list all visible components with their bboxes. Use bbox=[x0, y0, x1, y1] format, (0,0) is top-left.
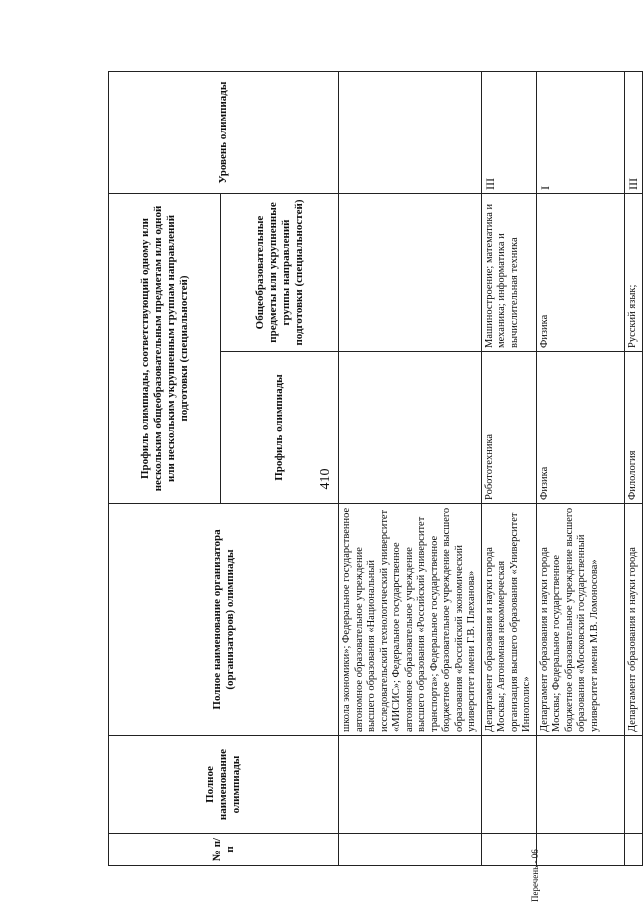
footer-label: Перечень - 06 bbox=[530, 849, 540, 902]
cell-num bbox=[536, 834, 624, 866]
cell-organizer: Департамент образования и науки города Москвы; Автономная некоммерческая организация высшего образования «Университет Иннополис» bbox=[481, 504, 536, 736]
header-row-1 bbox=[109, 72, 221, 866]
cell-num bbox=[624, 834, 642, 866]
cell-organizer: Департамент образования и науки города bbox=[624, 504, 642, 736]
cell-profile: Робототехника bbox=[481, 352, 536, 504]
header-profile-group: Профиль олимпиады, соответствующий одному или нескольким общеобразовательным предметам или одной или нескольким укрупненным группам направлений подготовки (специальностей) bbox=[109, 194, 221, 504]
header-profile: Профиль олимпиады bbox=[221, 352, 339, 504]
cell-level: III bbox=[624, 72, 642, 194]
olympiad-table-rotated bbox=[108, 72, 640, 866]
cell-level bbox=[339, 72, 482, 194]
cell-subjects bbox=[339, 194, 482, 352]
table-row bbox=[339, 72, 482, 866]
cell-subjects: Машиностроение; математика и механика; информатика и вычислительная техника bbox=[481, 194, 536, 352]
table-row bbox=[481, 72, 536, 866]
cell-num bbox=[481, 834, 536, 866]
table-row bbox=[624, 72, 642, 866]
table-row bbox=[536, 72, 624, 866]
cell-profile bbox=[339, 352, 482, 504]
cell-subjects: Физика bbox=[536, 194, 624, 352]
olympiad-table-frame bbox=[108, 72, 640, 866]
cell-organizer: школа экономики»; Федеральное государственное автономное образовательное учреждение высшего образования «Национальный исследовательский технологический университет «МИСИС»; Федеральное государственное автономное образовательное учреждение высшего образования «Российский университет транспорта»; Федеральное государственное бюджетное образовательное учреждение высшего образования «Российский экономический университет имени Г.В. Плеханова» bbox=[339, 504, 482, 736]
cell-organizer: Департамент образования и науки города Москвы; Федеральное государственное бюджетное образовательное учреждение высшего образования «Московский государственный университет имени М.В. Ломоносова» bbox=[536, 504, 624, 736]
cell-subjects: Русский язык; bbox=[624, 194, 642, 352]
cell-level: I bbox=[536, 72, 624, 194]
olympiad-table bbox=[108, 71, 643, 866]
page-number: 410 bbox=[318, 468, 333, 490]
cell-name bbox=[536, 736, 624, 834]
header-level: Уровень олимпиады bbox=[109, 72, 339, 194]
header-subjects: Общеобразовательные предметы или укрупненные группы направлений подготовки (специальностей) bbox=[221, 194, 339, 352]
cell-name bbox=[481, 736, 536, 834]
cell-profile: Филология bbox=[624, 352, 642, 504]
header-organizer: Полное наименование организатора (организаторов) олимпиады bbox=[109, 504, 339, 736]
header-full-name: Полное наименование олимпиады bbox=[109, 736, 339, 834]
cell-name bbox=[624, 736, 642, 834]
cell-num bbox=[339, 834, 482, 866]
header-num: № п/п bbox=[109, 834, 339, 866]
cell-level: III bbox=[481, 72, 536, 194]
cell-name bbox=[339, 736, 482, 834]
cell-profile: Физика bbox=[536, 352, 624, 504]
